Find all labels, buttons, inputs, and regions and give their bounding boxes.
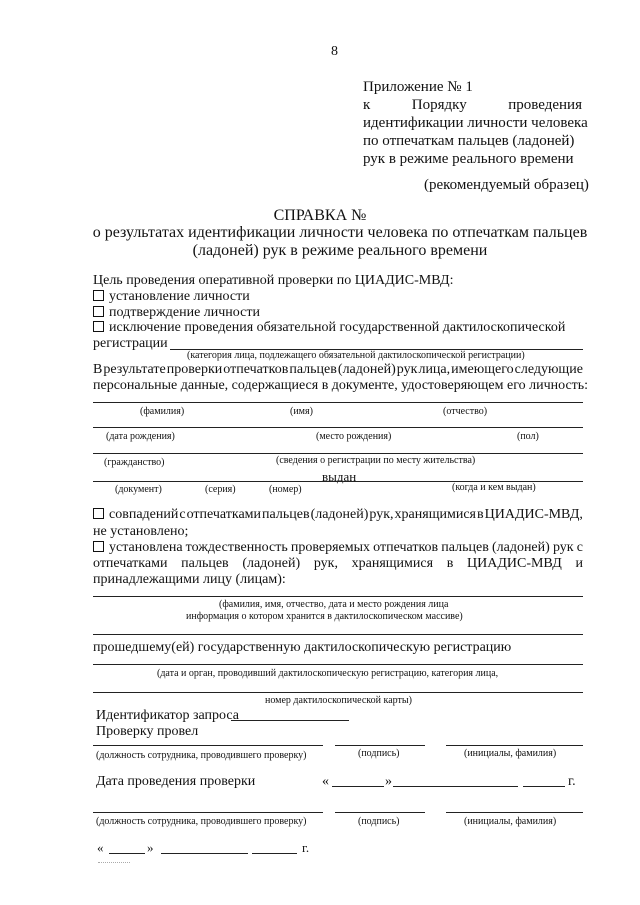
registration-caption-2: номер дактилоскопической карты) [265,695,412,706]
document-subtitle-1: о результатах идентификации личности человека по отпечаткам пальцев [92,224,588,241]
initials-line-2[interactable] [446,812,583,813]
checkbox[interactable] [93,508,104,519]
option-exclude-registration[interactable]: исключение проведения обязательной государственной дактилоскопической [93,320,565,336]
registration-info-line-2[interactable] [93,692,583,693]
appendix-line4: по отпечаткам пальцев (ладоней) [363,133,575,149]
name-caption: (имя) [290,406,313,417]
position-line[interactable] [93,745,323,746]
issued-label: выдан [322,469,357,484]
person-line-2[interactable] [93,634,583,635]
patronymic-caption: (отчество) [443,406,488,417]
passed-registration: прошедшему(ей) государственную дактилоскопическую регистрацию [93,640,512,655]
initials-caption: (инициалы, фамилия) [464,748,557,759]
person-line[interactable] [93,596,583,597]
citizenship-caption: (гражданство) [104,457,165,468]
appendix-word: к [363,97,371,113]
scan-artifact [98,862,130,867]
bottom-month-field[interactable] [161,853,248,854]
position-line-2[interactable] [93,812,323,813]
issued-by-caption: (когда и кем выдан) [452,482,536,493]
date-month-field[interactable] [393,786,518,787]
bottom-year-field[interactable] [252,853,297,854]
registration-caption-1: (дата и орган, проводивший дактилоскопическую регистрацию, категория лица, [157,668,499,679]
registration-label: регистрации [93,336,168,351]
appendix-title: Приложение № 1 [363,79,473,95]
sample-note: (рекомендуемый образец) [424,177,589,193]
request-id-label: Идентификатор запроса [96,708,239,723]
bottom-year-suffix: г. [302,840,310,855]
number-caption: (номер) [269,484,302,495]
check-date-label: Дата проведения проверки [96,774,256,789]
checkbox[interactable] [93,541,104,552]
initials-caption-2: (инициалы, фамилия) [464,816,557,827]
series-caption: (серия) [205,484,236,495]
document-title: СПРАВКА № [273,207,367,224]
birth-place-caption: (место рождения) [316,431,392,442]
signature-line[interactable] [335,745,425,746]
identity-option[interactable]: установлена тождественность проверяемых отпечатков пальцев (ладоней) рук с [93,540,583,556]
date-year-suffix: г. [568,774,576,789]
checked-by-label: Проверку провел [96,724,199,739]
appendix-word: Порядку [411,97,467,113]
residence-caption: (сведения о регистрации по месту жительства) [276,455,476,466]
checkbox[interactable] [93,321,104,332]
signature-caption: (подпись) [358,748,400,759]
date-year-field[interactable] [523,786,565,787]
option-establish-identity[interactable]: установление личности [93,289,250,305]
sex-caption: (пол) [517,431,539,442]
date-quote-close: » [385,774,392,789]
page-number: 8 [331,44,338,59]
appendix-line2 [363,96,582,114]
bottom-quote-close: » [147,840,154,855]
result-line-1: В результате проверки отпечатков пальцев (ладоней) рук лица, имеющего следующие [93,362,583,377]
initials-line[interactable] [446,745,583,746]
document-caption: (документ) [115,484,162,495]
bottom-day-field[interactable] [109,853,145,854]
person-caption-1: (фамилия, имя, отчество, дата и место рождения лица [219,599,449,610]
signature-line-2[interactable] [335,812,425,813]
date-day-field[interactable] [332,786,384,787]
identity-line-3: принадлежащими лицу (лицам): [93,572,286,587]
option-confirm-identity[interactable]: подтверждение личности [93,305,260,321]
position-caption: (должность сотрудника, проводившего проверку) [96,750,307,761]
document-subtitle-2: (ладоней) рук в режиме реального времени [192,242,488,259]
birth-line[interactable] [93,427,583,428]
position-caption-2: (должность сотрудника, проводившего проверку) [96,816,307,827]
appendix-line5: рук в режиме реального времени [363,151,574,167]
match-option[interactable]: совпадений с отпечатками пальцев (ладоней) рук, хранящимися в ЦИАДИС-МВД, [93,507,583,523]
bottom-quote-open: « [97,840,104,855]
signature-caption-2: (подпись) [358,816,400,827]
checkbox[interactable] [93,290,104,301]
registration-info-line[interactable] [93,664,583,665]
purpose-label: Цель проведения оперативной проверки по ЦИАДИС-МВД: [93,273,454,288]
match-line-2: не установлено; [93,524,189,539]
surname-caption: (фамилия) [140,406,185,417]
request-id-field[interactable] [231,720,349,721]
checkbox[interactable] [93,306,104,317]
registration-caption: (категория лица, подлежащего обязательной дактилоскопической регистрации) [187,350,525,361]
fullname-line[interactable] [93,402,583,403]
citizenship-line[interactable] [93,453,583,454]
person-caption-2: информация о котором хранится в дактилоскопическом массиве) [186,611,463,622]
identity-line-2: отпечатками пальцев (ладоней) рук, хранящимися в ЦИАДИС-МВД и [93,556,583,571]
appendix-line3: идентификации личности человека [363,115,588,131]
result-line-2: персональные данные, содержащиеся в документе, удостоверяющем его личность: [93,378,589,393]
birth-date-caption: (дата рождения) [106,431,175,442]
date-quote-open: « [322,774,329,789]
appendix-word: проведения [508,97,582,113]
